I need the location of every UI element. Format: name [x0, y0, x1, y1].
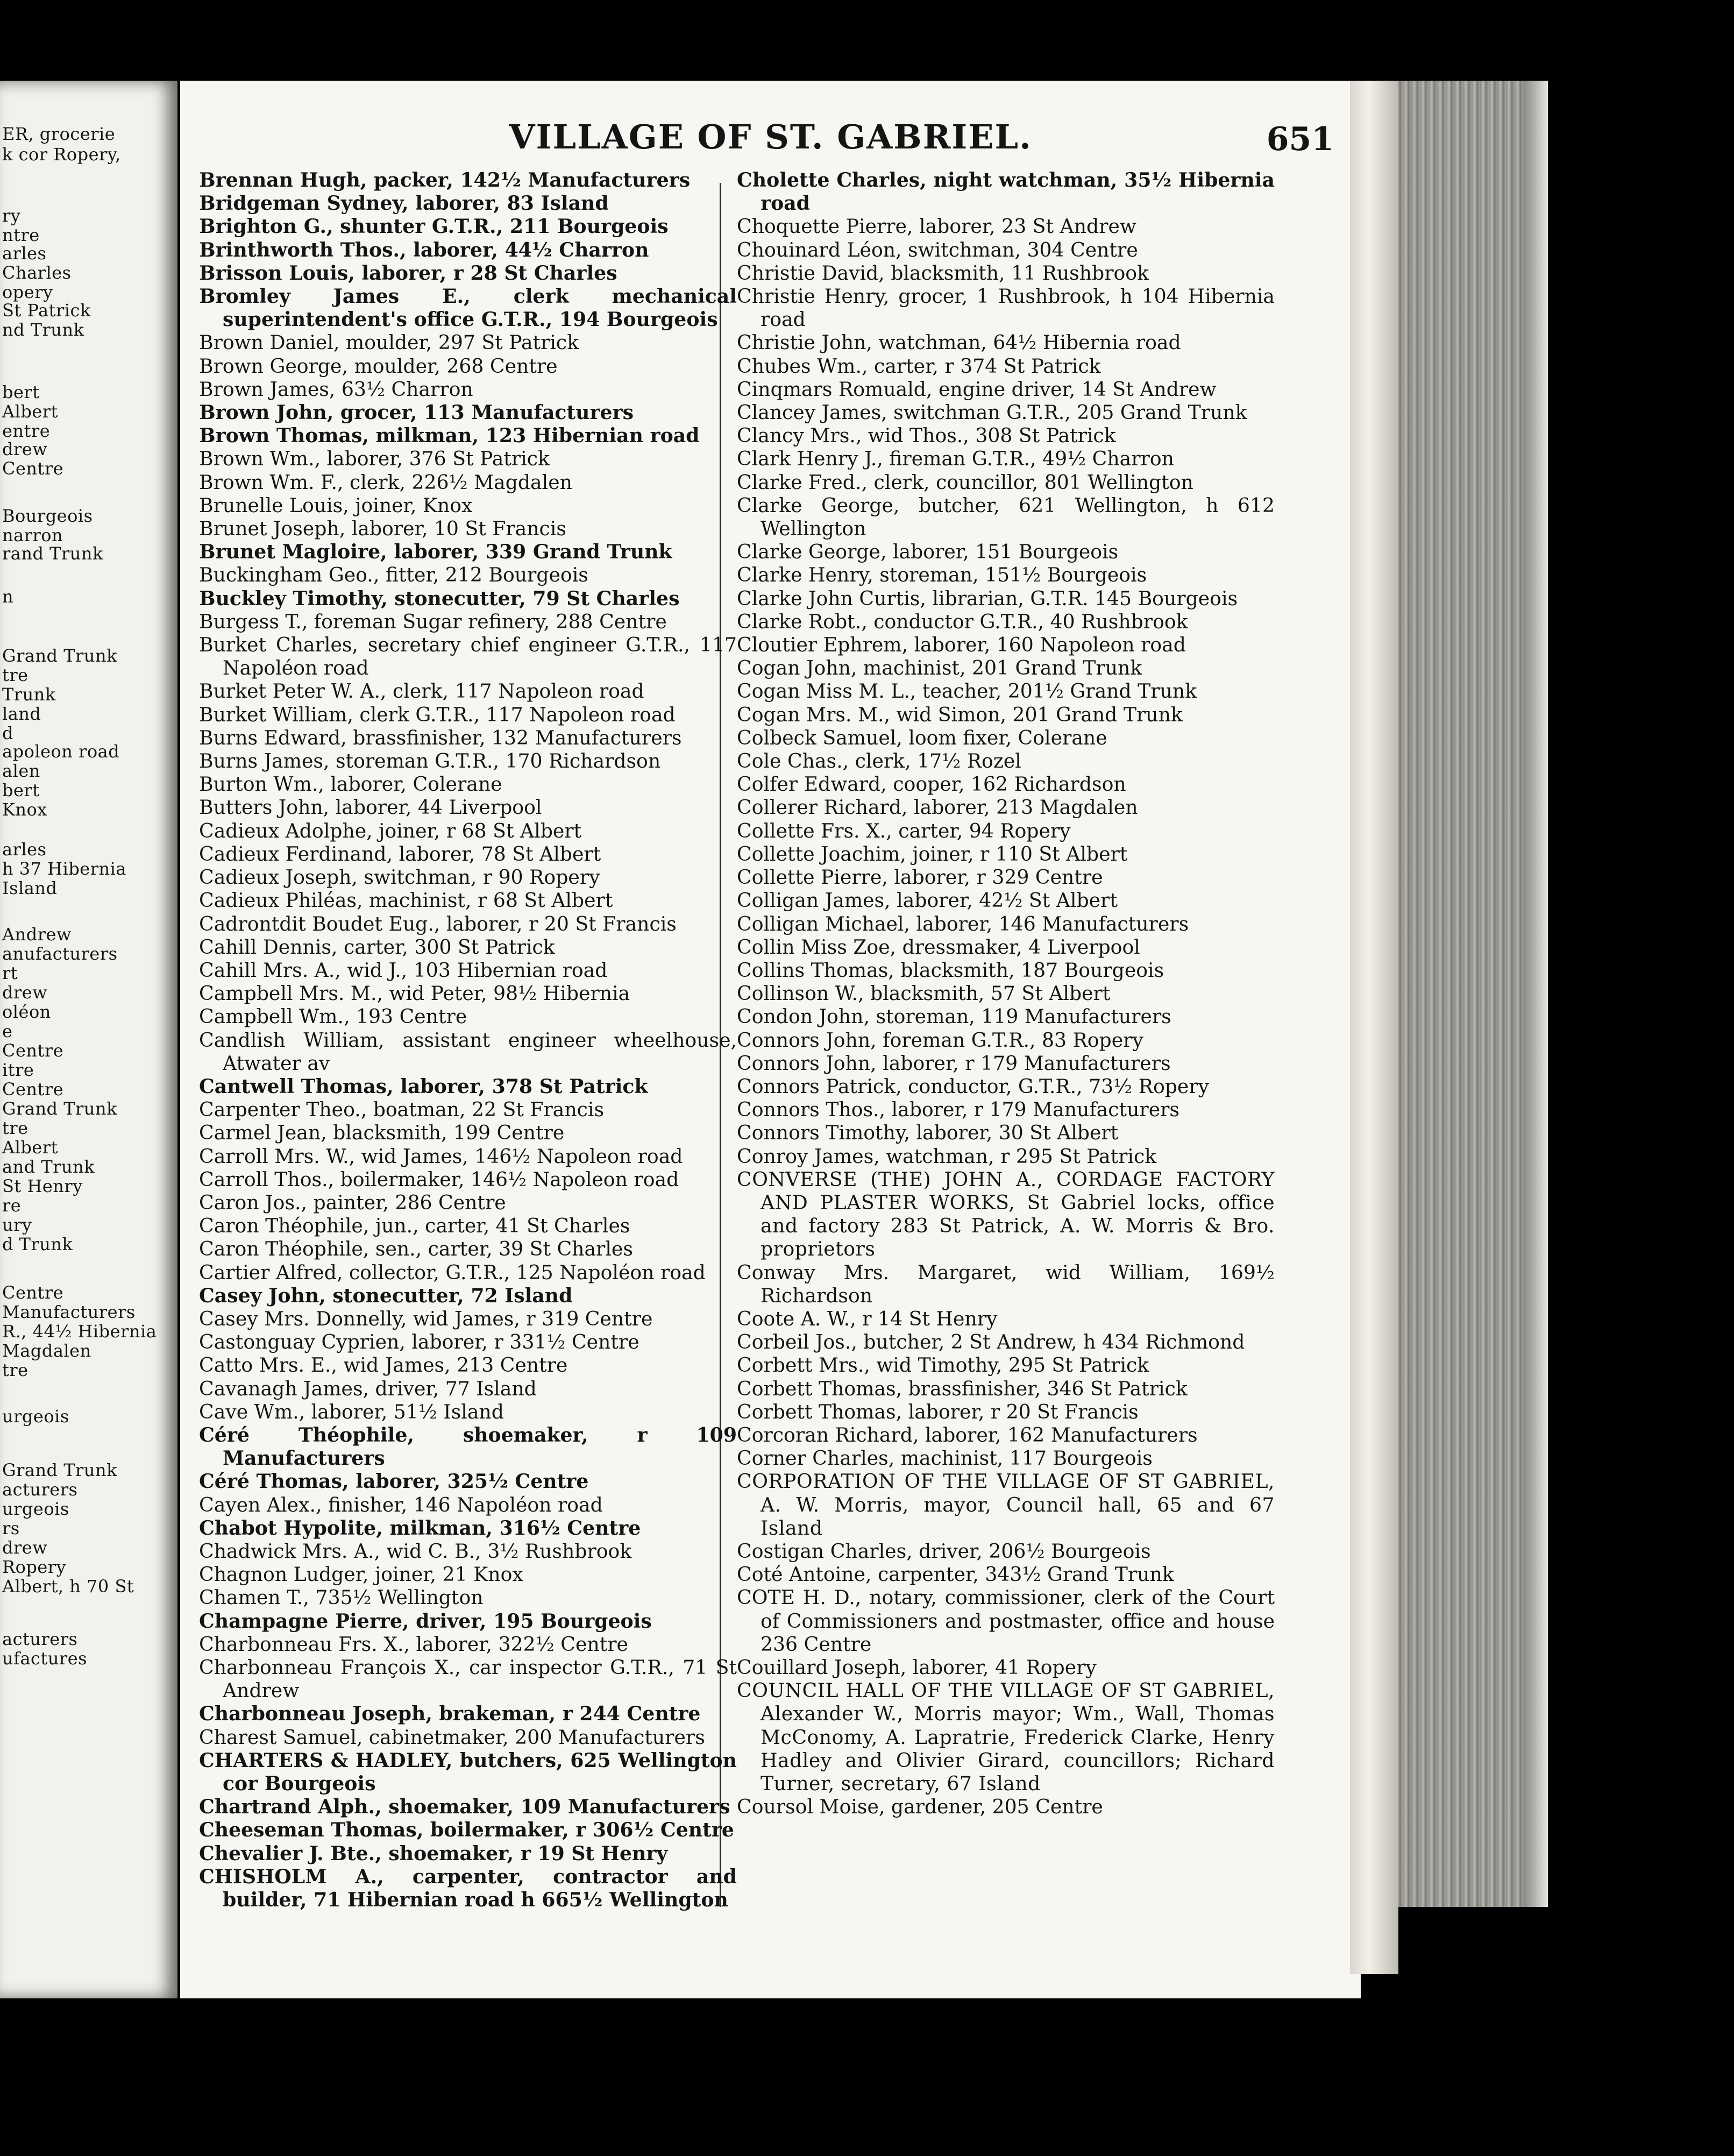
- facing-page-fragment: [0, 81, 177, 1998]
- directory-entry: Brown Thomas, milkman, 123 Hibernian road: [199, 424, 700, 448]
- directory-entry: Costigan Charles, driver, 206½ Bourgeois: [737, 1539, 1151, 1563]
- directory-entry: Cloutier Ephrem, laborer, 160 Napoleon road: [737, 633, 1186, 657]
- facing-page-text: apoleon road: [2, 741, 120, 762]
- facing-page-text: St Henry: [2, 1176, 83, 1196]
- directory-entry: Corbett Thomas, brassfinisher, 346 St Patrick: [737, 1377, 1188, 1400]
- facing-page-text: d Trunk: [2, 1234, 73, 1254]
- directory-entry: Candlish William, assistant engineer wheelhouse, Atwater av: [199, 1028, 737, 1075]
- directory-entry: Cayen Alex., finisher, 146 Napoléon road: [199, 1493, 603, 1516]
- directory-entry: Casey Mrs. Donnelly, wid James, r 319 Centre: [199, 1307, 653, 1330]
- directory-entry: Cole Chas., clerk, 17½ Rozel: [737, 749, 1021, 773]
- directory-entry: Clancy Mrs., wid Thos., 308 St Patrick: [737, 424, 1116, 448]
- page-edge: [1350, 81, 1398, 1974]
- directory-entry: Castonguay Cyprien, laborer, r 331½ Centre: [199, 1330, 639, 1354]
- facing-page-text: St Patrick: [2, 300, 91, 321]
- facing-page-text: Albert, h 70 St: [2, 1576, 134, 1597]
- facing-page-text: urgeois: [2, 1406, 69, 1427]
- directory-entry: Carroll Thos., boilermaker, 146½ Napoleon road: [199, 1167, 679, 1191]
- directory-entry: Campbell Mrs. M., wid Peter, 98½ Hibernia: [199, 982, 630, 1005]
- facing-page-text: rand Trunk: [2, 543, 103, 564]
- directory-entry: Collette Frs. X., carter, 94 Ropery: [737, 819, 1071, 842]
- facing-page-text: and Trunk: [2, 1157, 95, 1177]
- directory-entry: Campbell Wm., 193 Centre: [199, 1005, 467, 1029]
- facing-page-text: Andrew: [2, 924, 72, 945]
- directory-entry: Clarke Robt., conductor G.T.R., 40 Rushbrook: [737, 609, 1188, 633]
- facing-page-text: rt: [2, 963, 18, 983]
- facing-page-text: Grand Trunk: [2, 646, 117, 666]
- directory-entry: COTE H. D., notary, commissioner, clerk of the Court of Commissioners and postmaster, office and house 236 Centre: [737, 1586, 1275, 1656]
- directory-entry: Caron Jos., painter, 286 Centre: [199, 1190, 506, 1214]
- facing-page-text: R., 44½ Hibernia: [2, 1321, 157, 1342]
- facing-page-text: ER, grocerie: [2, 124, 116, 144]
- facing-page-text: ufactures: [2, 1648, 88, 1669]
- directory-entry: Conway Mrs. Margaret, wid William, 169½ Richardson: [737, 1260, 1275, 1307]
- directory-entry: Coté Antoine, carpenter, 343½ Grand Trunk: [737, 1563, 1174, 1586]
- facing-page-text: acturers: [2, 1479, 78, 1500]
- directory-entry: Chamen T., 735½ Wellington: [199, 1586, 484, 1609]
- directory-entry: Connors John, foreman G.T.R., 83 Ropery: [737, 1028, 1143, 1052]
- facing-page-text: e: [2, 1021, 13, 1041]
- directory-entry: Burton Wm., laborer, Colerane: [199, 772, 502, 796]
- directory-entry: Burket William, clerk G.T.R., 117 Napoleon road: [199, 703, 676, 726]
- directory-entry: Cahill Mrs. A., wid J., 103 Hibernian road: [199, 958, 608, 982]
- facing-page-text: entre: [2, 421, 51, 441]
- directory-entry: Cahill Dennis, carter, 300 St Patrick: [199, 935, 555, 959]
- facing-page-text: Charles: [2, 263, 72, 283]
- directory-entry: Buckley Timothy, stonecutter, 79 St Charles: [199, 586, 680, 610]
- facing-page-text: drew: [2, 982, 48, 1003]
- directory-entry: Brennan Hugh, packer, 142½ Manufacturers: [199, 168, 691, 192]
- facing-page-text: Magdalen: [2, 1341, 91, 1361]
- directory-entry: Connors Patrick, conductor, G.T.R., 73½ Ropery: [737, 1074, 1210, 1098]
- directory-entry: Brighton G., shunter G.T.R., 211 Bourgeois: [199, 215, 669, 238]
- directory-entry: Corner Charles, machinist, 117 Bourgeois: [737, 1446, 1153, 1470]
- directory-entry: Clarke George, butcher, 621 Wellington, h 612 Wellington: [737, 493, 1275, 541]
- directory-entry: Cave Wm., laborer, 51½ Island: [199, 1400, 504, 1423]
- directory-entry: Burket Peter W. A., clerk, 117 Napoleon road: [199, 679, 644, 703]
- facing-page-text: Bourgeois: [2, 506, 93, 526]
- facing-page-text: rs: [2, 1518, 20, 1538]
- directory-entry: Cadieux Adolphe, joiner, r 68 St Albert: [199, 819, 582, 842]
- directory-entry: Casey John, stonecutter, 72 Island: [199, 1283, 573, 1307]
- facing-page-text: opery: [2, 282, 53, 302]
- facing-page-text: Centre: [2, 1040, 64, 1061]
- directory-entry: Cartier Alfred, collector, G.T.R., 125 Napoléon road: [199, 1260, 706, 1284]
- directory-entry: Brunelle Louis, joiner, Knox: [199, 493, 473, 517]
- facing-page-text: d: [2, 723, 13, 743]
- directory-entry: Cheeseman Thomas, boilermaker, r 306½ Centre: [199, 1818, 734, 1842]
- directory-entry: Catto Mrs. E., wid James, 213 Centre: [199, 1353, 568, 1377]
- directory-entry: Carroll Mrs. W., wid James, 146½ Napoleon road: [199, 1144, 683, 1168]
- directory-entry: Brown Wm., laborer, 376 St Patrick: [199, 447, 550, 471]
- facing-page-text: bert: [2, 382, 40, 402]
- facing-page-text: land: [2, 704, 41, 724]
- directory-entry: Brinthworth Thos., laborer, 44½ Charron: [199, 238, 649, 261]
- facing-page-text: bert: [2, 780, 40, 800]
- directory-entry: Buckingham Geo., fitter, 212 Bourgeois: [199, 563, 588, 587]
- facing-page-text: h 37 Hibernia: [2, 859, 126, 879]
- directory-entry: Charest Samuel, cabinetmaker, 200 Manufacturers: [199, 1725, 705, 1749]
- directory-entry: CHISHOLM A., carpenter, contractor and builder, 71 Hibernian road h 665½ Wellington: [199, 1864, 737, 1912]
- directory-entry: Cogan Miss M. L., teacher, 201½ Grand Trunk: [737, 679, 1197, 703]
- directory-entry: Colligan James, laborer, 42½ St Albert: [737, 889, 1118, 912]
- facing-page-text: Manufacturers: [2, 1302, 136, 1322]
- facing-page-text: tre: [2, 1118, 29, 1138]
- facing-page-text: n: [2, 586, 14, 607]
- directory-entry: Cadrontdit Boudet Eug., laborer, r 20 St Francis: [199, 912, 677, 935]
- directory-entry: Cadieux Philéas, machinist, r 68 St Albert: [199, 889, 613, 912]
- facing-page-text: Centre: [2, 1079, 64, 1100]
- directory-entry: Cadieux Joseph, switchman, r 90 Ropery: [199, 866, 600, 889]
- directory-entry: Corcoran Richard, laborer, 162 Manufacturers: [737, 1423, 1198, 1446]
- facing-page-text: nd Trunk: [2, 320, 84, 340]
- facing-page-text: Centre: [2, 1282, 64, 1303]
- facing-page-text: drew: [2, 1537, 48, 1558]
- facing-page-text: ntre: [2, 225, 40, 245]
- directory-entry: Corbett Mrs., wid Timothy, 295 St Patrick: [737, 1353, 1149, 1377]
- facing-page-text: Grand Trunk: [2, 1460, 117, 1480]
- directory-entry: Cantwell Thomas, laborer, 378 St Patrick: [199, 1074, 648, 1098]
- directory-entry: Burgess T., foreman Sugar refinery, 288 Centre: [199, 609, 667, 633]
- directory-entry: Charbonneau Frs. X., laborer, 322½ Centre: [199, 1632, 628, 1656]
- facing-page-text: Ropery: [2, 1557, 67, 1577]
- facing-page-text: re: [2, 1195, 22, 1216]
- directory-entry: Céré Thomas, laborer, 325½ Centre: [199, 1470, 589, 1493]
- directory-entry: Collin Miss Zoe, dressmaker, 4 Liverpool: [737, 935, 1140, 959]
- facing-page-text: alen: [2, 761, 40, 781]
- directory-entry: Clarke John Curtis, librarian, G.T.R. 145 Bourgeois: [737, 586, 1238, 610]
- facing-page-text: acturers: [2, 1629, 78, 1649]
- directory-entry: Coote A. W., r 14 St Henry: [737, 1307, 998, 1330]
- directory-entry: CONVERSE (THE) JOHN A., CORDAGE FACTORY AND PLASTER WORKS, St Gabriel locks, office and factory 283 St Patrick, A. W. Morris & Bro. proprietors: [737, 1167, 1275, 1261]
- directory-entry: Collinson W., blacksmith, 57 St Albert: [737, 982, 1111, 1005]
- directory-entry: Condon John, storeman, 119 Manufacturers: [737, 1005, 1171, 1029]
- page-header: [180, 113, 1361, 156]
- directory-entry: Brown James, 63½ Charron: [199, 377, 473, 401]
- directory-entry: Collins Thomas, blacksmith, 187 Bourgeois: [737, 958, 1164, 982]
- directory-entry: CHARTERS & HADLEY, butchers, 625 Wellington cor Bourgeois: [199, 1748, 737, 1796]
- directory-entry: Caron Théophile, sen., carter, 39 St Charles: [199, 1237, 633, 1261]
- directory-entry: Choquette Pierre, laborer, 23 St Andrew: [737, 215, 1136, 238]
- directory-entry: Brown Wm. F., clerk, 226½ Magdalen: [199, 470, 572, 494]
- page-title: VILLAGE OF ST. GABRIEL.: [509, 117, 1032, 157]
- directory-entry: Chabot Hypolite, milkman, 316½ Centre: [199, 1516, 641, 1540]
- directory-entry: Brunet Joseph, laborer, 10 St Francis: [199, 517, 566, 541]
- directory-entry: Cavanagh James, driver, 77 Island: [199, 1377, 537, 1400]
- directory-entry: CORPORATION OF THE VILLAGE OF ST GABRIEL, A. W. Morris, mayor, Council hall, 65 and 67 Island: [737, 1470, 1275, 1540]
- directory-entry: Clark Henry J., fireman G.T.R., 49½ Charron: [737, 447, 1174, 471]
- directory-entry: Chartrand Alph., shoemaker, 109 Manufacturers: [199, 1795, 730, 1819]
- left-column: [199, 168, 737, 1911]
- page-number: 651: [1266, 120, 1334, 158]
- directory-entry: Céré Théophile, shoemaker, r 109 Manufacturers: [199, 1423, 737, 1470]
- directory-entry: Bridgeman Sydney, laborer, 83 Island: [199, 192, 609, 215]
- directory-entry: Carpenter Theo., boatman, 22 St Francis: [199, 1098, 605, 1122]
- directory-entry: Brown George, moulder, 268 Centre: [199, 354, 558, 378]
- directory-entry: Cadieux Ferdinand, laborer, 78 St Albert: [199, 842, 601, 866]
- directory-entry: Christie John, watchman, 64½ Hibernia road: [737, 331, 1181, 354]
- directory-entry: Collette Pierre, laborer, r 329 Centre: [737, 866, 1103, 889]
- facing-page-text: Trunk: [2, 684, 56, 705]
- directory-entry: Chevalier J. Bte., shoemaker, r 19 St Henry: [199, 1841, 668, 1865]
- directory-entry: Chagnon Ludger, joiner, 21 Knox: [199, 1563, 523, 1586]
- directory-entry: Brisson Louis, laborer, r 28 St Charles: [199, 261, 617, 285]
- facing-page-text: Island: [2, 878, 58, 898]
- directory-entry: Burket Charles, secretary chief engineer G.T.R., 117 Napoléon road: [199, 633, 737, 680]
- facing-page-text: Centre: [2, 458, 64, 479]
- directory-entry: Collette Joachim, joiner, r 110 St Albert: [737, 842, 1128, 866]
- facing-page-text: narron: [2, 525, 63, 545]
- facing-page-text: anufacturers: [2, 944, 118, 964]
- directory-entry: Clarke George, laborer, 151 Bourgeois: [737, 540, 1119, 564]
- directory-entry: Clancey James, switchman G.T.R., 205 Grand Trunk: [737, 401, 1247, 424]
- directory-entry: Champagne Pierre, driver, 195 Bourgeois: [199, 1609, 652, 1633]
- directory-entry: Charbonneau François X., car inspector G.T.R., 71 St Andrew: [199, 1656, 737, 1703]
- directory-entry: Brown John, grocer, 113 Manufacturers: [199, 401, 634, 424]
- directory-entry: Charbonneau Joseph, brakeman, r 244 Centre: [199, 1702, 701, 1726]
- directory-entry: Collerer Richard, laborer, 213 Magdalen: [737, 796, 1138, 819]
- directory-entry: Brown Daniel, moulder, 297 St Patrick: [199, 331, 579, 354]
- directory-entry: Couillard Joseph, laborer, 41 Ropery: [737, 1656, 1097, 1679]
- directory-entry: Corbeil Jos., butcher, 2 St Andrew, h 434 Richmond: [737, 1330, 1245, 1354]
- facing-page-text: Albert: [2, 1137, 58, 1158]
- facing-page-text: tre: [2, 1360, 29, 1380]
- directory-entry: Clarke Fred., clerk, councillor, 801 Wellington: [737, 470, 1193, 494]
- directory-entry: Chubes Wm., carter, r 374 St Patrick: [737, 354, 1101, 378]
- facing-page-text: Knox: [2, 799, 47, 820]
- directory-entry: Coursol Moise, gardener, 205 Centre: [737, 1795, 1103, 1819]
- facing-page-text: drew: [2, 439, 48, 459]
- directory-entry: Connors Thos., laborer, r 179 Manufacturers: [737, 1098, 1179, 1122]
- directory-entry: Cogan Mrs. M., wid Simon, 201 Grand Trunk: [737, 703, 1183, 726]
- facing-page-text: itre: [2, 1060, 34, 1080]
- right-column: [737, 168, 1275, 1818]
- directory-entry: Corbett Thomas, laborer, r 20 St Francis: [737, 1400, 1139, 1423]
- facing-page-text: Albert: [2, 401, 58, 422]
- directory-entry: Cinqmars Romuald, engine driver, 14 St Andrew: [737, 377, 1217, 401]
- directory-entry: Christie David, blacksmith, 11 Rushbrook: [737, 261, 1149, 285]
- directory-entry: Cogan John, machinist, 201 Grand Trunk: [737, 656, 1142, 680]
- directory-entry: Colbeck Samuel, loom fixer, Colerane: [737, 726, 1107, 749]
- facing-page-text: ury: [2, 1215, 32, 1235]
- directory-entry: Colfer Edward, cooper, 162 Richardson: [737, 772, 1126, 796]
- directory-entry: Connors John, laborer, r 179 Manufacturers: [737, 1051, 1171, 1075]
- facing-page-text: arles: [2, 243, 47, 264]
- directory-page: [180, 81, 1361, 1998]
- facing-page-text: ry: [2, 205, 21, 226]
- directory-entry: Butters John, laborer, 44 Liverpool: [199, 796, 542, 819]
- facing-page-text: k cor Ropery,: [2, 144, 121, 165]
- facing-page-text: urgeois: [2, 1499, 69, 1519]
- directory-entry: Bromley James E., clerk mechanical superintendent's office G.T.R., 194 Bourgeois: [199, 285, 737, 331]
- directory-entry: Carmel Jean, blacksmith, 199 Centre: [199, 1121, 565, 1145]
- directory-entry: Clarke Henry, storeman, 151½ Bourgeois: [737, 563, 1147, 587]
- facing-page-text: arles: [2, 839, 47, 860]
- facing-page-text: oléon: [2, 1002, 51, 1022]
- directory-entry: Connors Timothy, laborer, 30 St Albert: [737, 1121, 1119, 1145]
- directory-entry: Chouinard Léon, switchman, 304 Centre: [737, 238, 1138, 261]
- directory-entry: Burns James, storeman G.T.R., 170 Richardson: [199, 749, 661, 773]
- directory-entry: Caron Théophile, jun., carter, 41 St Charles: [199, 1214, 630, 1238]
- facing-page-text: Grand Trunk: [2, 1098, 117, 1119]
- directory-entry: Cholette Charles, night watchman, 35½ Hibernia road: [737, 168, 1275, 215]
- directory-entry: COUNCIL HALL OF THE VILLAGE OF ST GABRIEL, Alexander W., Morris mayor; Wm., Wall, Thomas McConomy, A. Lapratrie, Frederick Clarke, Henry Hadley and Olivier Girard, councillors; Richard Turner, secretary, 67 Island: [737, 1679, 1275, 1796]
- directory-entry: Chadwick Mrs. A., wid C. B., 3½ Rushbrook: [199, 1539, 632, 1563]
- facing-page-text: tre: [2, 665, 29, 685]
- directory-entry: Brunet Magloire, laborer, 339 Grand Trunk: [199, 540, 672, 564]
- directory-entry: Colligan Michael, laborer, 146 Manufacturers: [737, 912, 1189, 935]
- directory-entry: Christie Henry, grocer, 1 Rushbrook, h 104 Hibernia road: [737, 285, 1275, 331]
- directory-entry: Burns Edward, brassfinisher, 132 Manufacturers: [199, 726, 682, 749]
- directory-entry: Conroy James, watchman, r 295 St Patrick: [737, 1144, 1157, 1168]
